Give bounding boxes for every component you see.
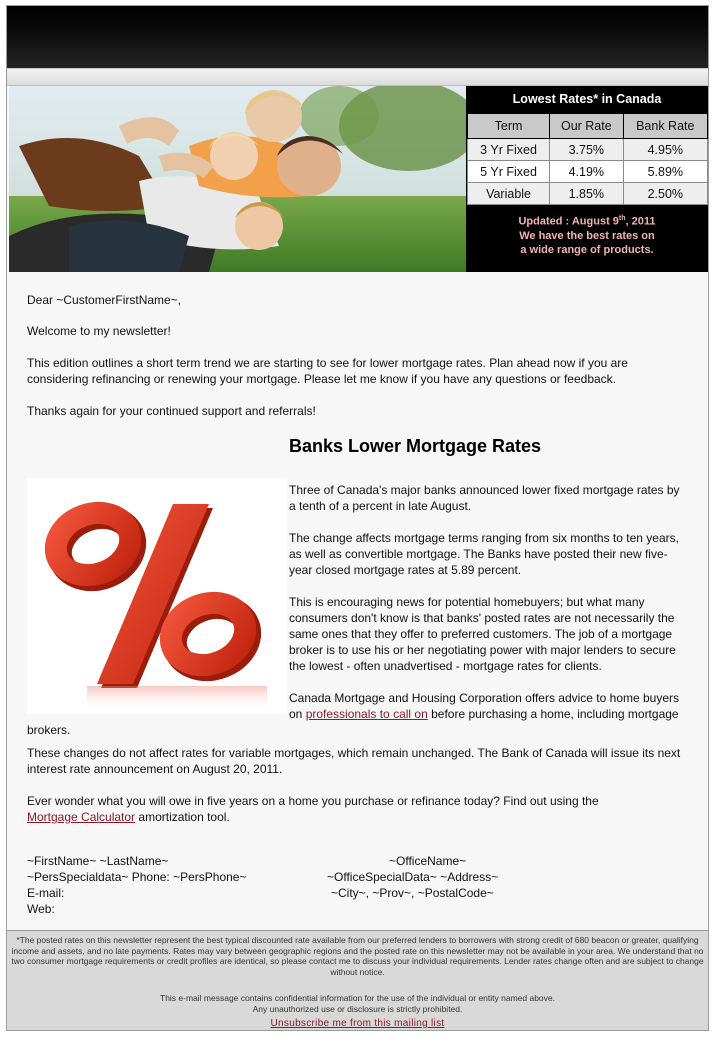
- header-bar: [7, 6, 708, 68]
- thanks-line: Thanks again for your continued support and referrals!: [27, 404, 316, 418]
- agent-name: ~FirstName~ ~LastName~: [27, 854, 169, 868]
- welcome-line: Welcome to my newsletter!: [27, 324, 171, 338]
- intro-paragraph: This edition outlines a short term trend we are starting to see for lower mortgage rates. Plan ahead now if you are considering refinancing or renewing your mortgage. Please let me know if you have any questions or feedback.: [27, 356, 628, 386]
- hero-family-photo: [9, 86, 466, 272]
- office-name: ~OfficeName~: [389, 854, 467, 868]
- footer-disclaimer: [7, 930, 708, 1030]
- article-title: Banks Lower Mortgage Rates: [289, 436, 542, 456]
- table-row: [468, 183, 708, 205]
- greeting: Dear ~CustomerFirstName~,: [27, 293, 182, 307]
- rates-header-term: Term: [468, 114, 550, 139]
- unsubscribe-link[interactable]: Unsubscribe me from this mailing list: [270, 1018, 445, 1029]
- tagline-line-1: We have the best rates on: [519, 229, 655, 242]
- rate-bank: 2.50%: [623, 183, 707, 205]
- confidential-notice: This e-mail message contains confidential information for the use of the individual or entity named above. Any unauthorized use or disclosure is strictly prohibited.: [160, 993, 555, 1014]
- rate-ours: 4.19%: [550, 161, 624, 183]
- article-paragraph-5: These changes do not affect rates for variable mortgages, which remain unchanged. The Bank of Canada will issue its next interest rate announcement on August 20, 2011.: [27, 746, 681, 776]
- office-city: ~City~, ~Prov~, ~PostalCode~: [331, 886, 494, 900]
- rates-header-our-rate: Our Rate: [550, 114, 624, 139]
- rate-ours: 3.75%: [550, 139, 624, 161]
- rates-disclaimer: *The posted rates on this newsletter represent the best typical discounted rate available from our preferred lenders to borrowers with strong credit of 680 beacon or greater, qualifying income and assets, and no late payments. Rates may vary between geographic regions and the posted rate on this newsletter may not be available in your area. We understand that no two consumer mortgage requirements or credit profiles are identical, so please contact me to discuss your individual requirements. Lender rates change often and are subject to change without notice.: [11, 935, 704, 977]
- article-paragraph-1: Three of Canada's major banks announced lower fixed mortgage rates by a tenth of a percent in late August.: [289, 483, 680, 513]
- rates-updated-note: [466, 212, 708, 257]
- email-label: E-mail:: [27, 886, 65, 900]
- article-paragraph-2: The change affects mortgage terms ranging from six months to ten years, as well as convertible mortgage. The Banks have posted their new five-year closed mortgage rates at 5.89 percent.: [289, 531, 679, 577]
- percent-sign-image: [27, 478, 287, 714]
- rate-term: 3 Yr Fixed: [468, 139, 550, 161]
- agent-phone: ~PersSpecialdata~ Phone: ~PersPhone~: [27, 870, 247, 884]
- rate-bank: 5.89%: [623, 161, 707, 183]
- table-row: [468, 139, 708, 161]
- rate-ours: 1.85%: [550, 183, 624, 205]
- header-strip: [7, 68, 708, 86]
- mortgage-calculator-link[interactable]: Mortgage Calculator: [27, 810, 136, 824]
- rate-term: 5 Yr Fixed: [468, 161, 550, 183]
- rates-title: Lowest Rates* in Canada: [512, 92, 662, 106]
- table-row: [468, 161, 708, 183]
- rates-header-bank-rate: Bank Rate: [623, 114, 707, 139]
- tagline-line-2: a wide range of products.: [520, 243, 654, 256]
- article-paragraph-6: Ever wonder what you will owe in five years on a home you purchase or refinance today? Find out using the Mortgage Calculator amortization tool.: [27, 794, 599, 824]
- article-paragraph-3: This is encouraging news for potential homebuyers; but what many consumers don't know is that banks' posted rates are not necessarily the same ones that they offer to preferred customers. The job of a mortgage broker is to use his or her negotiating power with major lenders to secure the lowest - often unadvertised - mortgage rates for clients.: [289, 595, 676, 673]
- rates-table: [467, 113, 708, 205]
- updated-date: Updated : August 9th, 2011: [518, 215, 656, 228]
- rate-term: Variable: [468, 183, 550, 205]
- article-paragraph-4-end: brokers.: [27, 723, 71, 737]
- newsletter-frame: [6, 5, 709, 1031]
- rates-panel: [466, 86, 708, 272]
- article-paragraph-4: Canada Mortgage and Housing Corporation offers advice to home buyers on professionals to call on before purchasing a home, including mortgage: [289, 691, 680, 721]
- web-label: Web:: [27, 902, 55, 916]
- rate-bank: 4.95%: [623, 139, 707, 161]
- professionals-link[interactable]: professionals to call on: [305, 707, 428, 721]
- office-address: ~OfficeSpecialData~ ~Address~: [327, 870, 499, 884]
